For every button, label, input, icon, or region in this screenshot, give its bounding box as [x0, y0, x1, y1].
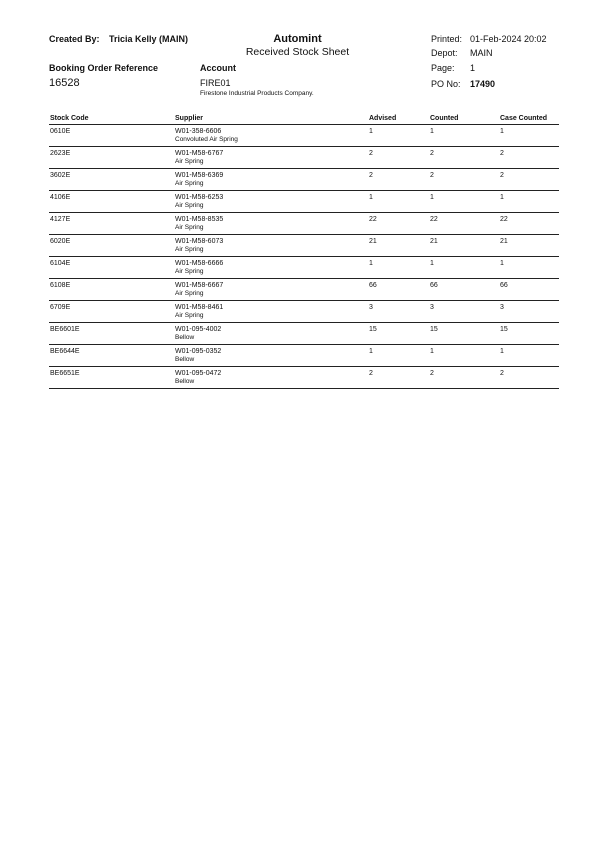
stock-code-cell: 3602E [50, 172, 71, 179]
stock-code-cell: 4127E [50, 216, 71, 223]
stock-code-cell: 4106E [50, 194, 71, 201]
stock-code-cell: BE6651E [50, 370, 80, 377]
counted-cell: 15 [430, 326, 438, 333]
po-value: 17490 [470, 79, 496, 89]
table-row [49, 367, 559, 389]
table-row [49, 169, 559, 191]
supplier-code-cell: W01-M58-6667 [175, 282, 224, 289]
page-value: 1 [470, 63, 476, 73]
advised-cell: 2 [369, 150, 373, 157]
stock-code-cell: 6709E [50, 304, 71, 311]
item-description-cell: Air Spring [175, 290, 204, 297]
stock-code-cell: 6104E [50, 260, 71, 267]
counted-cell: 2 [430, 172, 434, 179]
table-row [49, 147, 559, 169]
advised-cell: 2 [369, 370, 373, 377]
supplier-code-cell: W01-M58-6666 [175, 260, 224, 267]
table-row [49, 235, 559, 257]
item-description-cell: Convoluted Air Spring [175, 136, 238, 143]
col-advised: Advised [369, 115, 397, 122]
booking-order-value: 16528 [49, 77, 80, 89]
counted-cell: 1 [430, 260, 434, 267]
col-stock-code: Stock Code [50, 115, 89, 122]
supplier-code-cell: W01-M58-6767 [175, 150, 224, 157]
advised-cell: 2 [369, 172, 373, 179]
stock-code-cell: 6020E [50, 238, 71, 245]
stock-code-cell: 0610E [50, 128, 71, 135]
supplier-code-cell: W01-M58-6369 [175, 172, 224, 179]
table-row [49, 257, 559, 279]
item-description-cell: Air Spring [175, 202, 204, 209]
table-row [49, 323, 559, 345]
case-counted-cell: 21 [500, 238, 508, 245]
item-description-cell: Air Spring [175, 246, 204, 253]
advised-cell: 1 [369, 128, 373, 135]
counted-cell: 66 [430, 282, 438, 289]
company-name: Automint [273, 33, 322, 45]
case-counted-cell: 1 [500, 128, 504, 135]
table-row [49, 213, 559, 235]
item-description-cell: Air Spring [175, 268, 204, 275]
page-label: Page: [431, 63, 455, 73]
supplier-code-cell: W01-M58-8461 [175, 304, 224, 311]
item-description-cell: Air Spring [175, 312, 204, 319]
table-row [49, 191, 559, 213]
supplier-code-cell: W01-M58-6253 [175, 194, 224, 201]
po-label: PO No: [431, 79, 461, 89]
case-counted-cell: 1 [500, 260, 504, 267]
sheet-title: Received Stock Sheet [245, 46, 350, 58]
advised-cell: 22 [369, 216, 377, 223]
advised-cell: 66 [369, 282, 377, 289]
supplier-code-cell: W01-M58-8535 [175, 216, 224, 223]
depot-value: MAIN [470, 48, 493, 58]
account-label: Account [200, 63, 236, 73]
counted-cell: 2 [430, 150, 434, 157]
case-counted-cell: 15 [500, 326, 508, 333]
supplier-code-cell: W01-095-0352 [175, 348, 222, 355]
item-description-cell: Air Spring [175, 224, 204, 231]
case-counted-cell: 66 [500, 282, 508, 289]
stock-table [49, 113, 559, 389]
stock-code-cell: 2623E [50, 150, 71, 157]
table-row [49, 125, 559, 147]
item-description-cell: Bellow [175, 334, 195, 341]
counted-cell: 1 [430, 128, 434, 135]
supplier-code-cell: W01-095-4002 [175, 326, 222, 333]
printed-label: Printed: [431, 34, 463, 44]
advised-cell: 1 [369, 348, 373, 355]
col-counted: Counted [430, 115, 459, 122]
item-description-cell: Air Spring [175, 158, 204, 165]
stock-code-cell: BE6644E [50, 348, 80, 355]
item-description-cell: Bellow [175, 356, 195, 363]
case-counted-cell: 3 [500, 304, 504, 311]
case-counted-cell: 1 [500, 194, 504, 201]
advised-cell: 1 [369, 194, 373, 201]
case-counted-cell: 2 [500, 172, 504, 179]
case-counted-cell: 2 [500, 150, 504, 157]
supplier-code-cell: W01-358-6606 [175, 128, 222, 135]
col-case-counted: Case Counted [500, 115, 548, 122]
stock-code-cell: BE6601E [50, 326, 80, 333]
table-row [49, 279, 559, 301]
case-counted-cell: 22 [500, 216, 508, 223]
counted-cell: 22 [430, 216, 438, 223]
counted-cell: 2 [430, 370, 434, 377]
account-name: Firestone Industrial Products Company. [200, 90, 314, 97]
booking-order-label: Booking Order Reference [49, 63, 159, 73]
advised-cell: 21 [369, 238, 377, 245]
col-supplier: Supplier [175, 115, 204, 122]
counted-cell: 21 [430, 238, 438, 245]
table-row [49, 301, 559, 323]
supplier-code-cell: W01-095-0472 [175, 370, 222, 377]
stock-code-cell: 6108E [50, 282, 71, 289]
account-value: FIRE01 [200, 78, 231, 88]
table-header [49, 113, 559, 125]
counted-cell: 1 [430, 348, 434, 355]
counted-cell: 3 [430, 304, 434, 311]
case-counted-cell: 1 [500, 348, 504, 355]
created-by-value: Tricia Kelly (MAIN) [109, 34, 189, 44]
table-body [49, 125, 559, 389]
counted-cell: 1 [430, 194, 434, 201]
depot-label: Depot: [431, 48, 458, 58]
advised-cell: 1 [369, 260, 373, 267]
supplier-code-cell: W01-M58-6073 [175, 238, 224, 245]
item-description-cell: Air Spring [175, 180, 204, 187]
case-counted-cell: 2 [500, 370, 504, 377]
table-row [49, 345, 559, 367]
advised-cell: 15 [369, 326, 377, 333]
advised-cell: 3 [369, 304, 373, 311]
created-by-label: Created By: [49, 34, 100, 44]
item-description-cell: Bellow [175, 378, 195, 385]
printed-value: 01-Feb-2024 20:02 [470, 34, 547, 44]
